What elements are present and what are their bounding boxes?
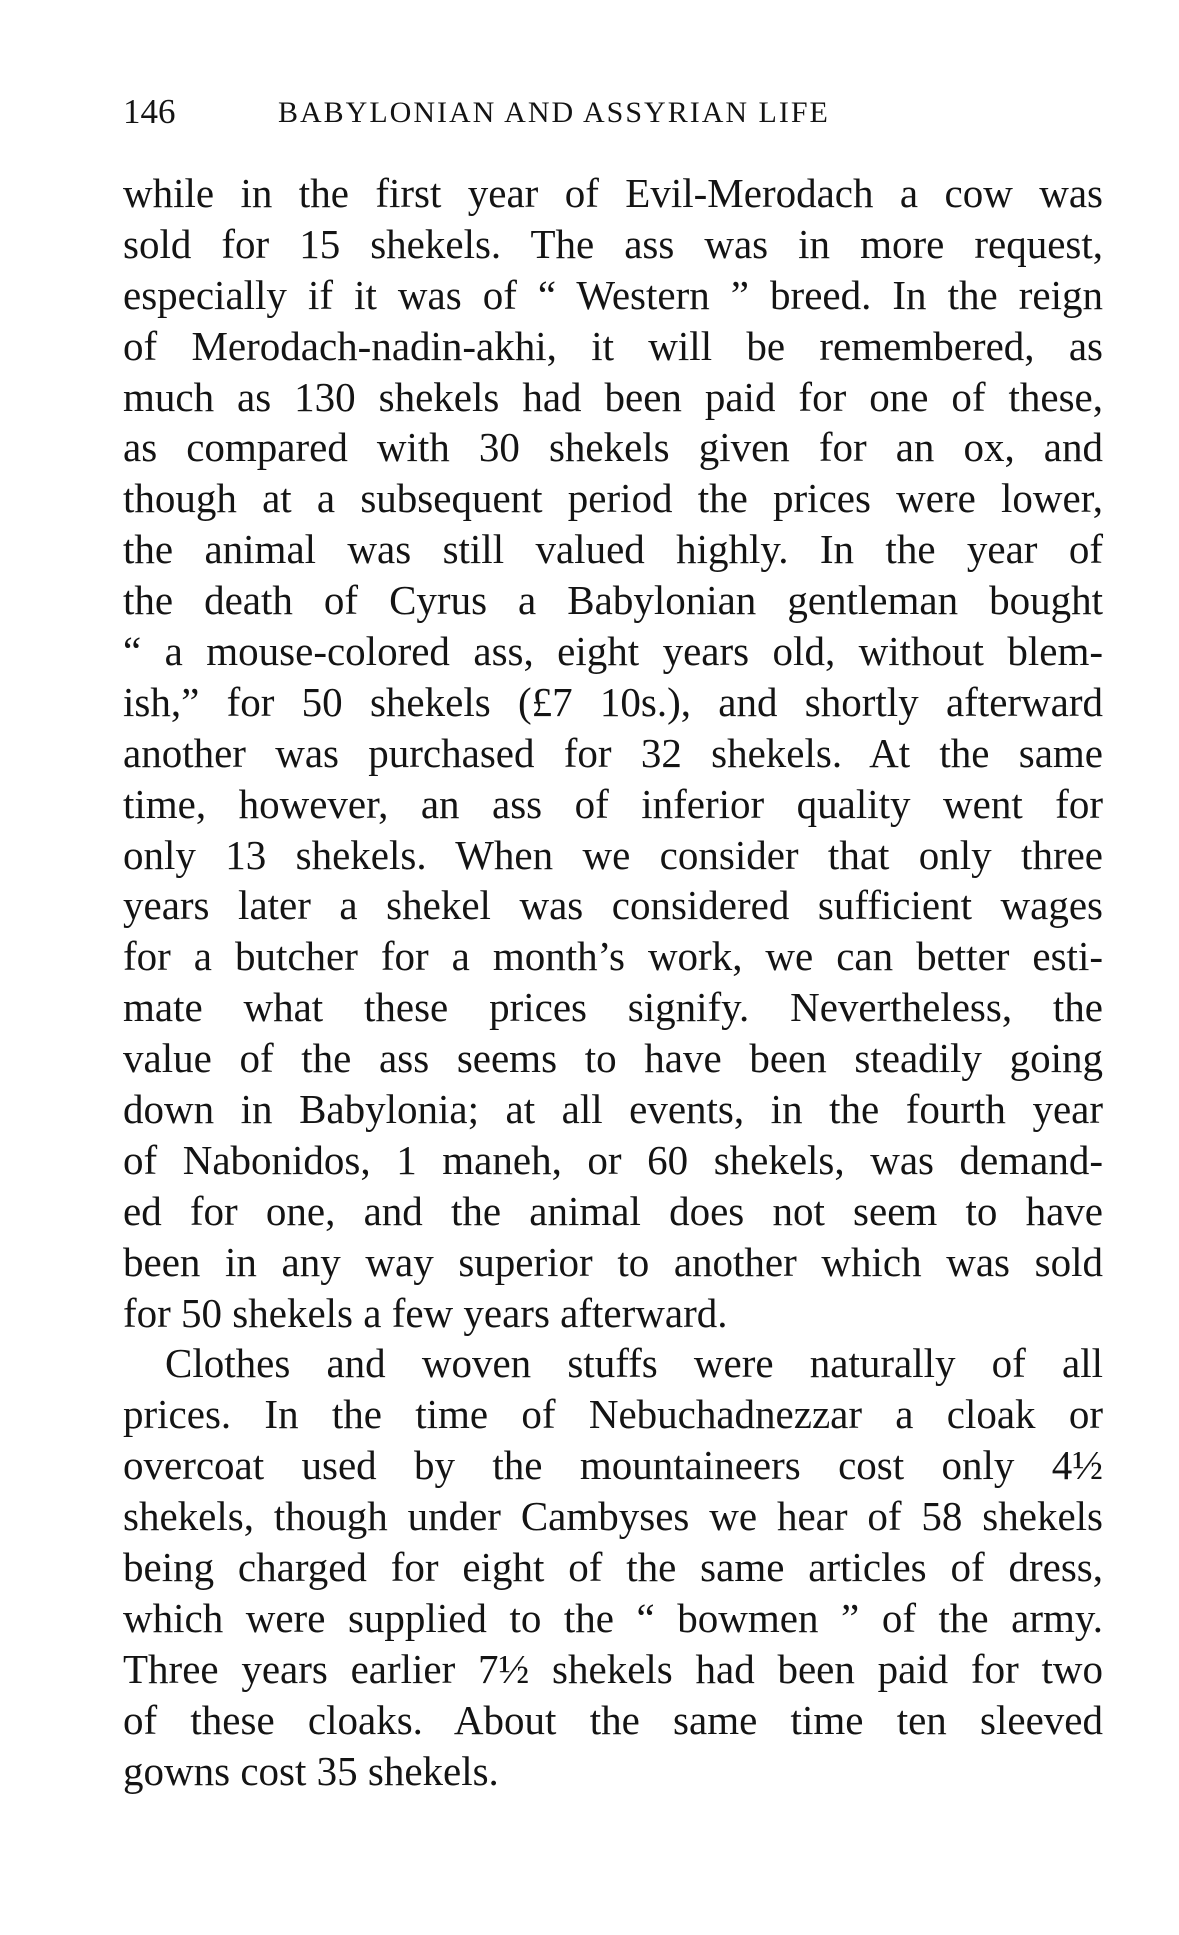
text-line: the animal was still valued highly. In the year of xyxy=(123,526,1103,573)
text-line: ed for one, and the animal does not seem to have xyxy=(123,1187,1103,1234)
text-line: value of the ass seems to have been steadily going xyxy=(123,1035,1103,1082)
text-line: only 13 shekels. When we consider that only three xyxy=(123,831,1103,878)
text-line: of these cloaks. About the same time ten sleeved xyxy=(123,1696,1103,1743)
text-line: down in Babylonia; at all events, in the fourth year xyxy=(123,1086,1103,1133)
text-line: of Nabonidos, 1 maneh, or 60 shekels, was demand- xyxy=(123,1136,1103,1183)
text-line: of Merodach-nadin-akhi, it will be remembered, as xyxy=(123,322,1103,369)
page-number: 146 xyxy=(123,92,176,131)
text-line: years later a shekel was considered sufficient wages xyxy=(123,882,1103,929)
text-line: ish,” for 50 shekels (£7 10s.), and shortly afterward xyxy=(123,678,1103,725)
text-line: which were supplied to the “ bowmen ” of the army. xyxy=(123,1594,1103,1641)
body-text xyxy=(123,168,1103,1797)
paragraph-1 xyxy=(123,168,1103,1338)
text-line: for 50 shekels a few years afterward. xyxy=(123,1289,728,1336)
text-line: though at a subsequent period the prices were lower, xyxy=(123,475,1103,522)
text-line: for a butcher for a month’s work, we can better esti- xyxy=(123,933,1103,980)
text-line: as compared with 30 shekels given for an ox, and xyxy=(123,424,1103,471)
text-line: much as 130 shekels had been paid for one of these, xyxy=(123,373,1103,420)
text-line: mate what these prices signify. Nevertheless, the xyxy=(123,984,1103,1031)
text-line: sold for 15 shekels. The ass was in more request, xyxy=(123,220,1103,267)
text-line: while in the first year of Evil-Merodach a cow was xyxy=(123,170,1103,216)
text-line: shekels, though under Cambyses we hear of 58 shekels xyxy=(123,1493,1103,1540)
text-line: another was purchased for 32 shekels. At the same xyxy=(123,729,1103,776)
text-line: Clothes and woven stuffs were naturally of all xyxy=(165,1340,1103,1387)
text-line: overcoat used by the mountaineers cost only 4½ xyxy=(123,1442,1103,1489)
text-line: Three years earlier 7½ shekels had been paid for two xyxy=(123,1645,1103,1692)
text-line: been in any way superior to another which was sold xyxy=(123,1238,1103,1285)
text-line: especially if it was of “ Western ” breed. In the reign xyxy=(123,271,1103,318)
text-line: prices. In the time of Nebuchadnezzar a cloak or xyxy=(123,1391,1103,1438)
text-line: gowns cost 35 shekels. xyxy=(123,1747,499,1794)
text-line: the death of Cyrus a Babylonian gentleman bought xyxy=(123,577,1103,624)
paragraph-2 xyxy=(123,1338,1103,1796)
text-line: “ a mouse-colored ass, eight years old, without blem- xyxy=(123,628,1103,675)
text-line: being charged for eight of the same articles of dress, xyxy=(123,1544,1103,1591)
text-line: time, however, an ass of inferior quality went for xyxy=(123,780,1103,827)
page-header xyxy=(123,88,1083,136)
running-head: BABYLONIAN AND ASSYRIAN LIFE xyxy=(278,96,830,129)
